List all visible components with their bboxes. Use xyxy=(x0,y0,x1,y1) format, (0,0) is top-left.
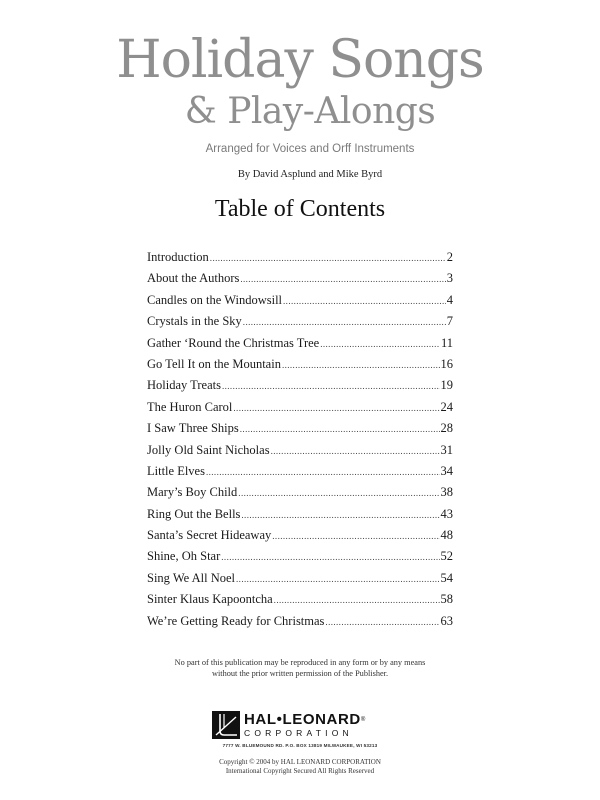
toc-entry-title: Holiday Treats xyxy=(147,378,221,393)
arrangement-note: Arranged for Voices and Orff Instruments xyxy=(205,143,415,155)
toc-entry[interactable] xyxy=(147,571,453,592)
toc-entry-page: 4 xyxy=(446,292,453,307)
book-title: Holiday Songs xyxy=(116,30,484,90)
toc-entry-title: Candles on the Windowsill xyxy=(147,292,283,307)
toc-leader-dots xyxy=(243,317,446,327)
toc-leader-dots xyxy=(282,360,440,370)
toc-leader-dots xyxy=(274,595,440,605)
toc-leader-dots xyxy=(233,403,439,413)
toc-entry[interactable] xyxy=(147,421,453,442)
toc-leader-dots xyxy=(272,531,439,541)
toc-leader-dots xyxy=(222,381,440,391)
toc-entry[interactable] xyxy=(147,293,453,314)
toc-entry-page: 28 xyxy=(440,421,453,436)
toc-leader-dots xyxy=(240,424,440,434)
toc-list xyxy=(147,250,453,635)
hal-leonard-logo xyxy=(212,711,392,743)
toc-leader-dots xyxy=(241,510,439,520)
toc-entry-page: 11 xyxy=(440,335,453,350)
toc-entry-page: 24 xyxy=(440,399,453,414)
toc-entry[interactable] xyxy=(147,592,453,613)
toc-entry-title: Introduction xyxy=(147,250,209,264)
toc-entry-page: 16 xyxy=(440,356,453,371)
toc-entry-title: Santa’s Secret Hideaway xyxy=(147,528,272,543)
toc-leader-dots xyxy=(206,467,440,477)
toc-entry-page: 34 xyxy=(440,463,453,478)
copyright-line: Copyright © 2004 by HAL LEONARD CORPORATION xyxy=(219,758,381,766)
toc-leader-dots xyxy=(238,488,439,498)
toc-entry[interactable] xyxy=(147,464,453,485)
disclaimer-line: No part of this publication may be reproduced in any form or by any means xyxy=(174,658,426,667)
toc-leader-dots xyxy=(271,446,440,456)
toc-entry-title: Jolly Old Saint Nicholas xyxy=(147,442,270,457)
toc-entry-title: Sinter Klaus Kapoontcha xyxy=(147,592,273,607)
toc-entry-title: Sing We All Noel xyxy=(147,570,236,585)
toc-heading: Table of Contents xyxy=(214,196,386,222)
toc-entry[interactable] xyxy=(147,271,453,292)
toc-entry[interactable] xyxy=(147,314,453,335)
toc-entry-page: 43 xyxy=(440,506,453,521)
toc-entry-title: I Saw Three Ships xyxy=(147,421,239,436)
publisher-corporation: CORPORATION xyxy=(244,728,353,738)
registered-mark: ® xyxy=(360,717,366,723)
toc-entry-page: 54 xyxy=(440,570,453,585)
toc-entry[interactable] xyxy=(147,357,453,378)
toc-entry-page: 2 xyxy=(446,250,453,264)
toc-leader-dots xyxy=(240,274,445,284)
toc-entry-page: 63 xyxy=(440,613,453,628)
toc-entry-title: Go Tell It on the Mountain xyxy=(147,356,281,371)
toc-entry-page: 48 xyxy=(440,528,453,543)
toc-leader-dots xyxy=(320,339,440,349)
disclaimer-line: without the prior written permission of the Publisher. xyxy=(211,668,389,678)
toc-entry[interactable] xyxy=(147,528,453,549)
toc-entry[interactable] xyxy=(147,549,453,570)
toc-entry-title: About the Authors xyxy=(147,271,240,286)
toc-entry-page: 19 xyxy=(440,378,453,393)
authors-line: By David Asplund and Mike Byrd xyxy=(237,169,383,180)
toc-entry-page: 52 xyxy=(440,549,453,564)
book-subtitle: & Play-Alongs xyxy=(184,91,436,132)
toc-entry-title: The Huron Carol xyxy=(147,399,233,414)
toc-entry[interactable] xyxy=(147,336,453,357)
toc-entry-page: 3 xyxy=(446,271,453,286)
copyright-disclaimer xyxy=(0,658,600,679)
hal-leonard-logo-mark-icon xyxy=(212,711,240,739)
toc-entry-title: Ring Out the Bells xyxy=(147,506,241,521)
toc-entry[interactable] xyxy=(147,443,453,464)
publisher-address: 7777 W. BLUEMOUND RD. P.O. BOX 13819 MILWAUKEE, WI 53213 xyxy=(222,743,378,748)
toc-entry-page: 58 xyxy=(440,592,453,607)
toc-entry[interactable] xyxy=(147,250,453,271)
toc-leader-dots xyxy=(236,574,439,584)
toc-entry-title: Crystals in the Sky xyxy=(147,314,242,329)
toc-entry-title: Gather ‘Round the Christmas Tree xyxy=(147,335,320,350)
toc-entry[interactable] xyxy=(147,378,453,399)
toc-entry[interactable] xyxy=(147,507,453,528)
toc-entry-title: Little Elves xyxy=(147,463,205,478)
toc-entry[interactable] xyxy=(147,400,453,421)
copyright-notice xyxy=(0,758,600,776)
toc-entry-page: 7 xyxy=(446,314,453,329)
toc-entry-title: Mary’s Boy Child xyxy=(147,485,238,500)
toc-leader-dots xyxy=(210,253,446,263)
publisher-name xyxy=(244,712,366,728)
toc-leader-dots xyxy=(283,296,446,306)
toc-entry-title: We’re Getting Ready for Christmas xyxy=(147,613,325,628)
toc-entry-title: Shine, Oh Star xyxy=(147,549,221,564)
toc-entry[interactable] xyxy=(147,614,453,635)
toc-entry-page: 38 xyxy=(440,485,453,500)
toc-leader-dots xyxy=(221,552,439,562)
toc-leader-dots xyxy=(325,617,439,627)
toc-entry-page: 31 xyxy=(440,442,453,457)
publisher-name-text: HAL•LEONARD xyxy=(244,711,361,728)
toc-entry[interactable] xyxy=(147,485,453,506)
copyright-line: International Copyright Secured All Rights Reserved xyxy=(225,767,375,775)
